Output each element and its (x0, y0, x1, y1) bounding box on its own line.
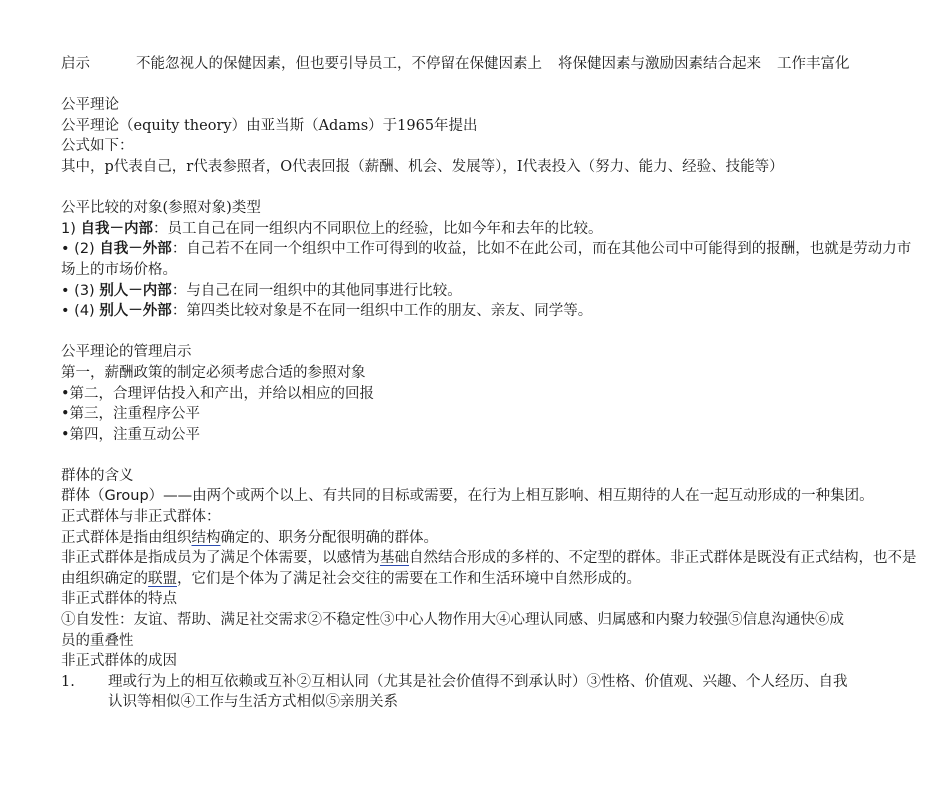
comparison-item-text: 员工自己在同一组织内不同职位上的经验，比如今年和去年的比较。 (167, 220, 603, 237)
informal-definition (61, 548, 921, 589)
formal-definition (61, 528, 950, 549)
comparison-item-text: 自己若不在同一个组织中工作可得到的收益，比如不在此公司，而在其他公司中可能得到的报酬，也就是劳动力市场上的市场价格。 (61, 241, 912, 278)
informal-text-3: ，它们是个体为了满足社会交往的需要在工作和生活环境中自然形成的。 (177, 570, 641, 587)
group-def-post: ）——由两个或两个以上、有共同的目标或需要，在行为上相互影响、相互期待的人在一起互动形成的一种集团。 (148, 488, 874, 505)
causes-line-2: 认识等相似④工作与生活方式相似⑤亲朋关系 (108, 694, 398, 711)
formal-heading: 正式群体与非正式群体： (61, 509, 221, 526)
comparison-item: • (2) 自我－外部：自己若不在同一个组织中工作可得到的收益，比如不在此公司，而在其他公司中可能得到的报酬，也就是劳动力市场上的市场价格。 (61, 241, 912, 278)
insight-label: 启示 (61, 56, 90, 72)
comparison-item: • (3) 别人－内部：与自己在同一组织中的其他同事进行比较。 (61, 282, 462, 299)
comparison-item: 1) 自我－内部：员工自己在同一组织内不同职位上的经验，比如今年和去年的比较。 (61, 220, 603, 237)
causes-line-1: 理或行为上的相互依赖或互补②互相认同（尤其是社会价值得不到承认时）③性格、价值观、兴趣、个人经历、自我 (108, 673, 848, 690)
management-item: 第一，薪酬政策的制定必须考虑合适的参照对象 (61, 364, 366, 381)
comparison-item-title: 别人－外部 (99, 303, 172, 320)
management-item: •第三，注重程序公平 (61, 406, 201, 423)
causes-heading: 非正式群体的成因 (61, 653, 177, 670)
informal-text-2: 自然结合形成的多样的、不定型的群体。非正式群体是既没有正式结构，也不是由组织确定的 (61, 550, 917, 587)
formal-post: 确定的、职务分配很明确的群体。 (220, 529, 438, 546)
group-def-pre: 群体（ (61, 488, 105, 505)
group-definition (61, 486, 921, 507)
informal-link-basis[interactable]: 基础 (380, 550, 409, 567)
comparison-item-title: 自我－外部 (99, 241, 172, 258)
formal-pre: 正式群体是指由组织 (61, 529, 192, 546)
comparison-item-prefix: • (4) (61, 303, 100, 320)
management-heading: 公平理论的管理启示 (61, 344, 192, 361)
comparison-item-prefix: 1) (61, 220, 81, 237)
comparison-item: • (4) 别人－外部：第四类比较对象是不在同一组织中工作的朋友、亲友、同学等。 (61, 303, 593, 320)
insight-part-1: 不能忽视人的保健因素，但也要引导员工，不停留在保健因素上 (136, 56, 542, 72)
informal-link-alliance[interactable]: 联盟 (148, 570, 177, 587)
features-heading: 非正式群体的特点 (61, 591, 177, 608)
comparison-item-text: 第四类比较对象是不在同一组织中工作的朋友、亲友、同学等。 (186, 303, 593, 320)
causes-number: 1. (61, 673, 75, 690)
group-heading: 群体的含义 (61, 467, 134, 484)
comparison-heading: 公平比较的对象(参照对象)类型 (61, 200, 261, 217)
comparison-item-prefix: • (3) (61, 282, 100, 299)
comparison-item-text: 与自己在同一组织中的其他同事进行比较。 (186, 282, 462, 299)
features-line-2: 员的重叠性 (61, 632, 134, 649)
features-line-1: ①自发性：友谊、帮助、满足社交需求②不稳定性③中心人物作用大④心理认同感、归属感和内聚力较强⑤信息沟通快⑥成 (61, 612, 844, 629)
formal-link-structure[interactable]: 结构 (191, 529, 221, 546)
equity-desc: 其中，p代表自己，r代表参照者，O代表回报（薪酬、机会、发展等），I代表投入（努力、能力、经验、技能等） (61, 158, 784, 175)
causes-item (61, 672, 950, 693)
equity-formula: 公式如下： (61, 138, 134, 155)
comparison-item-title: 自我－内部 (80, 220, 153, 237)
group-def-word: Group (104, 488, 149, 505)
equity-intro: 公平理论（equity theory）由亚当斯（Adams）于1965年提出 (61, 117, 478, 134)
management-item: •第四，注重互动公平 (61, 426, 201, 443)
insight-part-3: 工作丰富化 (777, 56, 850, 72)
management-item: •第二，合理评估投入和产出，并给以相应的回报 (61, 385, 375, 402)
comparison-item-prefix: • (2) (61, 241, 100, 258)
document-page (61, 54, 950, 713)
insight-line (61, 54, 950, 75)
equity-heading: 公平理论 (61, 97, 119, 114)
informal-text-1: 非正式群体是指成员为了满足个体需要，以感情为 (61, 550, 380, 567)
insight-part-2: 将保健因素与激励因素结合起来 (558, 56, 761, 72)
comparison-item-title: 别人－内部 (99, 282, 172, 299)
